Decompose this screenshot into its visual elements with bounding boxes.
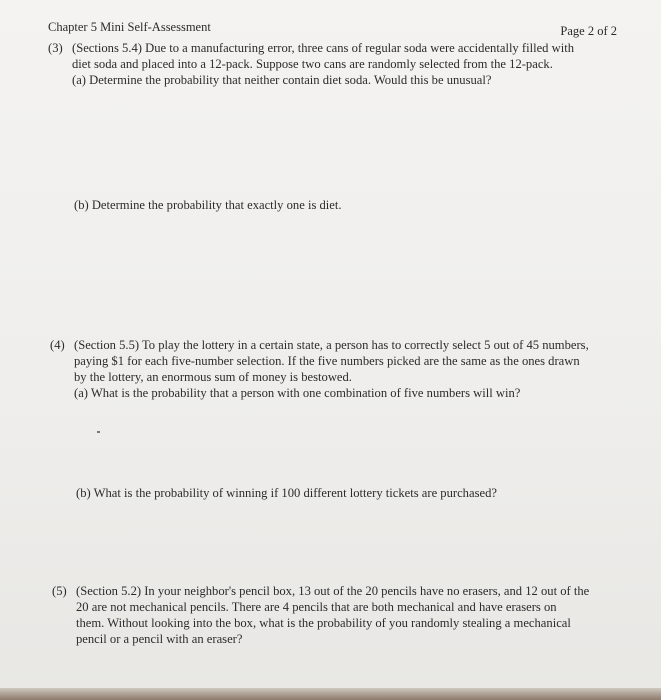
pencil-mark bbox=[97, 431, 100, 433]
question-3-text-1: (Sections 5.4) Due to a manufacturing error, three cans of regular soda were accidentally filled with bbox=[72, 41, 574, 55]
table-edge bbox=[0, 688, 661, 700]
question-3-part-a: (a) Determine the probability that neither contain diet soda. Would this be unusual? bbox=[72, 73, 492, 87]
question-4-part-b: (b) What is the probability of winning if 100 different lottery tickets are purchased? bbox=[76, 486, 497, 500]
question-4-number: (4) bbox=[50, 338, 65, 352]
question-5-line-3: them. Without looking into the box, what is the probability of you randomly stealing a mechanical bbox=[76, 616, 571, 630]
question-3-line-1 bbox=[48, 40, 574, 56]
question-5-line-1 bbox=[52, 583, 589, 599]
question-3-line-2: diet soda and placed into a 12-pack. Suppose two cans are randomly selected from the 12-pack. bbox=[72, 57, 553, 71]
question-5-line-2: 20 are not mechanical pencils. There are 4 pencils that are both mechanical and have erasers on bbox=[76, 600, 557, 614]
question-4-line-1 bbox=[50, 337, 589, 353]
question-5-text-1: (Section 5.2) In your neighbor's pencil box, 13 out of the 20 pencils have no erasers, and 12 out of the bbox=[76, 584, 590, 598]
question-4-line-3: by the lottery, an enormous sum of money is bestowed. bbox=[74, 370, 352, 384]
question-5-number: (5) bbox=[52, 584, 67, 598]
page-number: Page 2 of 2 bbox=[560, 24, 617, 38]
question-5-line-4: pencil or a pencil with an eraser? bbox=[76, 632, 243, 646]
question-4-line-2: paying $1 for each five-number selection. If the five numbers picked are the same as the ones drawn bbox=[74, 354, 580, 368]
question-3 bbox=[48, 40, 574, 88]
question-3-part-b: (b) Determine the probability that exactly one is diet. bbox=[74, 198, 342, 212]
worksheet-title: Chapter 5 Mini Self-Assessment bbox=[48, 20, 211, 34]
question-3-number: (3) bbox=[48, 41, 63, 55]
question-4-text-1: (Section 5.5) To play the lottery in a certain state, a person has to correctly select 5 out of 45 numbers, bbox=[74, 338, 589, 352]
question-5 bbox=[52, 583, 589, 647]
question-4-part-a: (a) What is the probability that a person with one combination of five numbers will win? bbox=[74, 386, 521, 400]
question-4 bbox=[50, 337, 589, 401]
